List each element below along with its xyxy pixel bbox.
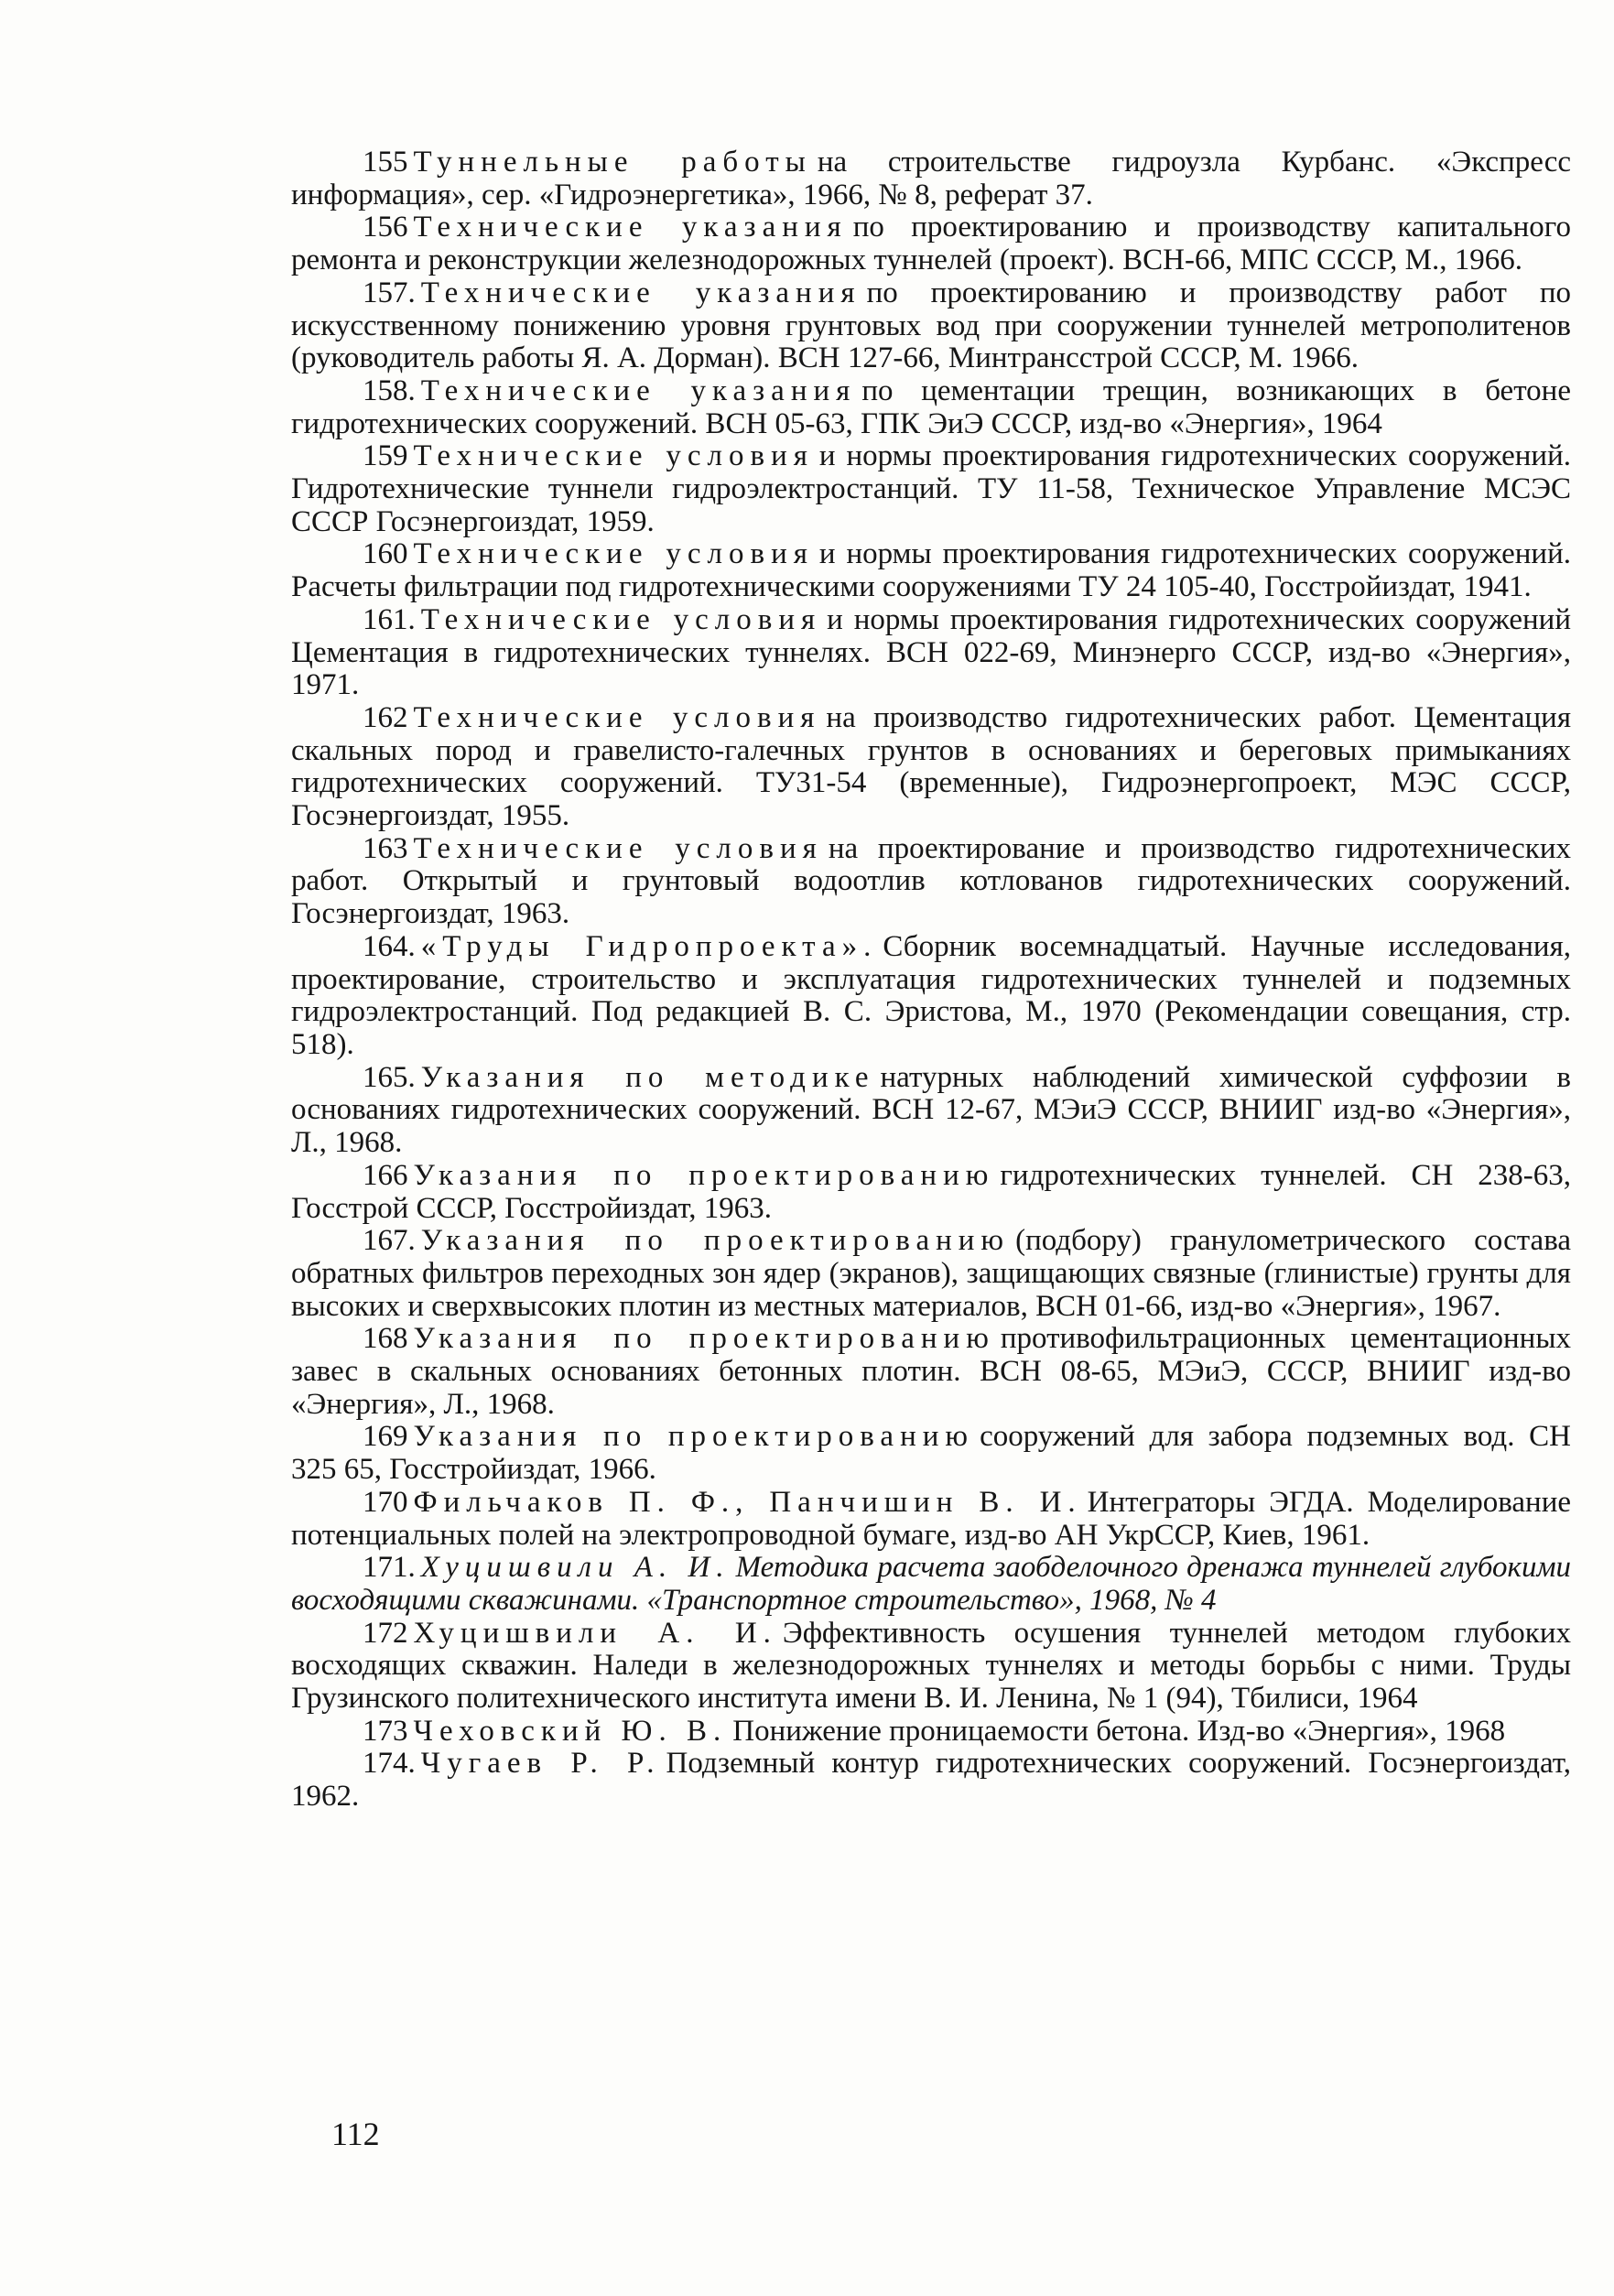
reference-text: Эффективность осушения туннелей методом глубоких восходящих скважин. Наледи в железнодорожных туннелях и методы борьбы с ними. Труды Грузинского политехнического института имени В. И. Ленина, № 1 (94), Тбилиси, 1964: [291, 1616, 1571, 1716]
reference-entry: [291, 833, 1571, 931]
reference-text: сооружений для забора подземных вод. СН 325 65, Госстройиздат, 1966.: [291, 1420, 1571, 1487]
reference-text: (подбору) гранулометрического состава обратных фильтров переходных зон ядер (экранов), защищающих связные (глинистые) грунты для высоких и сверхвысоких плотин из местных материалов, ВСН 01-66, изд-во «Энергия», 1967.: [291, 1224, 1571, 1323]
reference-number: 157.: [363, 276, 416, 309]
reference-text: на строительстве гидроузла Курбанс. «Экспресс информация», сер. «Гидроэнергетика», 1966, № 8, реферат 37.: [291, 146, 1571, 211]
reference-number: 161.: [363, 602, 416, 636]
reference-number: 174.: [363, 1747, 416, 1781]
reference-text: на производство гидротехнических работ. Цементация скальных пород и гравелисто-галечных грунтов в основаниях и береговых примыканиях гидротехнических сооружений. ТУ31-54 (временные), Гидроэнергопроект, МЭС СССР, Госэнергоиздат, 1955.: [291, 700, 1571, 833]
reference-entry: [291, 1160, 1571, 1225]
reference-number: 162: [363, 700, 408, 734]
reference-number: 163: [363, 831, 408, 865]
reference-number: 173: [363, 1714, 408, 1748]
reference-text: Интеграторы ЭГДА. Моделирование потенциальных полей на электропроводной бумаге, изд-во АН УкрССР, Киев, 1961.: [291, 1485, 1571, 1552]
reference-text: Методика расчета заобделочного дренажа туннелей глубокими восходящими скважинами. «Транспортное строительство», 1968, № 4: [291, 1551, 1571, 1617]
reference-text: и нормы проектирования гидротехнических сооружений. Гидротехнические туннели гидроэлектростанций. ТУ 11-58, Техническое Управление МСЭС СССР Госэнергоиздат, 1959.: [291, 439, 1571, 538]
reference-entry: [291, 1748, 1571, 1813]
reference-text: по проектированию и производству капитального ремонта и реконструкции железнодорожных туннелей (проект). ВСН-66, МПС СССР, М., 1966.: [291, 211, 1571, 277]
reference-entry: [291, 1487, 1571, 1552]
reference-text: Сборник восемнадцатый. Научные исследования, проектирование, строительство и эксплуатация гидротехнических туннелей и подземных гидроэлектростанций. Под редакцией В. С. Эристова, М., 1970 (Рекомендации совещания, стр. 518).: [291, 929, 1571, 1061]
reference-author: Технические условия: [413, 439, 814, 473]
reference-author: Хуцишвили А. И.: [413, 1616, 777, 1650]
reference-number: 170: [363, 1485, 408, 1519]
reference-text: и нормы проектирования гидротехнических сооружений. Расчеты фильтрации под гидротехническими сооружениями ТУ 24 105-40, Госстройиздат, 1941.: [291, 537, 1571, 604]
reference-author: Чеховский Ю. В.: [413, 1714, 728, 1748]
reference-text: Понижение проницаемости бетона. Изд-во «Энергия», 1968: [732, 1714, 1506, 1748]
reference-number: 155: [363, 146, 408, 179]
reference-entry: [291, 1225, 1571, 1323]
reference-number: 156: [363, 211, 408, 244]
reference-text: на проектирование и производство гидротехнических работ. Открытый и грунтовый водоотлив котлованов гидротехнических сооружений. Госэнергоиздат, 1963.: [291, 831, 1571, 931]
reference-entry: [291, 211, 1571, 276]
reference-number: 165.: [363, 1060, 416, 1094]
reference-number: 160: [363, 537, 408, 571]
reference-entry: [291, 375, 1571, 440]
reference-author: Фильчаков П. Ф., Панчишин В. И.: [413, 1485, 1082, 1519]
reference-author: Чугаев Р. Р.: [420, 1747, 661, 1781]
reference-entry: [291, 1062, 1571, 1160]
reference-author: Указания по методике: [420, 1060, 875, 1094]
reference-number: 171.: [363, 1551, 416, 1585]
reference-author: Технические условия: [413, 700, 821, 734]
reference-entry: [291, 1618, 1571, 1716]
reference-author: Хуцишвили А. И.: [420, 1551, 731, 1585]
reference-number: 172: [363, 1616, 408, 1650]
reference-author: Технические указания: [420, 374, 857, 407]
reference-author: Указания по проектированию: [420, 1224, 1011, 1258]
reference-entry: [291, 1421, 1571, 1486]
reference-entry: [291, 440, 1571, 538]
reference-entry: [291, 1323, 1571, 1421]
reference-author: Технические указания: [420, 276, 861, 309]
reference-entry: [291, 702, 1571, 833]
reference-author: Технические условия: [420, 602, 822, 636]
reference-number: 168: [363, 1322, 408, 1356]
reference-entry: [291, 931, 1571, 1062]
reference-entry: [291, 604, 1571, 702]
reference-author: Указания по проектированию: [413, 1322, 995, 1356]
reference-text: противофильтрационных цементационных завес в скальных основаниях бетонных плотин. ВСН 08-65, МЭиЭ, СССР, ВНИИГ изд-во «Энергия», Л., 1968.: [291, 1322, 1571, 1421]
reference-number: 169: [363, 1420, 408, 1454]
reference-number: 159: [363, 439, 408, 473]
reference-text: по проектированию и производству работ по искусственному понижению уровня грунтовых вод при сооружении туннелей метрополитенов (руководитель работы Я. А. Дорман). ВСН 127-66, Минтрансстрой СССР, М. 1966.: [291, 276, 1571, 375]
reference-author: Туннельные работы: [413, 146, 812, 179]
reference-author: Технические условия: [413, 831, 823, 865]
reference-author: Технические условия: [413, 537, 814, 571]
reference-number: 164.: [363, 929, 416, 963]
reference-author: Указания по проектированию: [413, 1420, 975, 1454]
reference-text: натурных наблюдений химической суффозии в основаниях гидротехнических сооружений. ВСН 12-67, МЭиЭ СССР, ВНИИГ изд-во «Энергия», Л., 1968.: [291, 1060, 1572, 1160]
reference-author: Технические указания: [413, 211, 848, 244]
reference-text: Подземный контур гидротехнических сооружений. Госэнергоиздат, 1962.: [291, 1747, 1571, 1814]
reference-entry: [291, 277, 1571, 375]
reference-entry: [291, 1552, 1571, 1617]
reference-entry: [291, 538, 1571, 603]
reference-author: «Труды Гидропроекта».: [420, 929, 878, 963]
reference-list: [291, 146, 1571, 1814]
reference-number: 167.: [363, 1224, 416, 1258]
reference-entry: [291, 146, 1571, 211]
reference-entry: [291, 1716, 1571, 1749]
page-number: 112: [331, 2116, 380, 2152]
reference-author: Указания по проектированию: [413, 1158, 995, 1192]
reference-number: 166: [363, 1158, 408, 1192]
reference-text: и нормы проектирования гидротехнических сооружений Цементация в гидротехнических туннелях. ВСН 022-69, Минэнерго СССР, изд-во «Энергия», 1971.: [291, 602, 1571, 702]
reference-text: по цементации трещин, возникающих в бетоне гидротехнических сооружений. ВСН 05-63, ГПК ЭиЭ СССР, изд-во «Энергия», 1964: [291, 374, 1571, 440]
reference-text: гидротехнических туннелей. СН 238-63, Госстрой СССР, Госстройиздат, 1963.: [291, 1158, 1571, 1225]
reference-number: 158.: [363, 374, 416, 407]
